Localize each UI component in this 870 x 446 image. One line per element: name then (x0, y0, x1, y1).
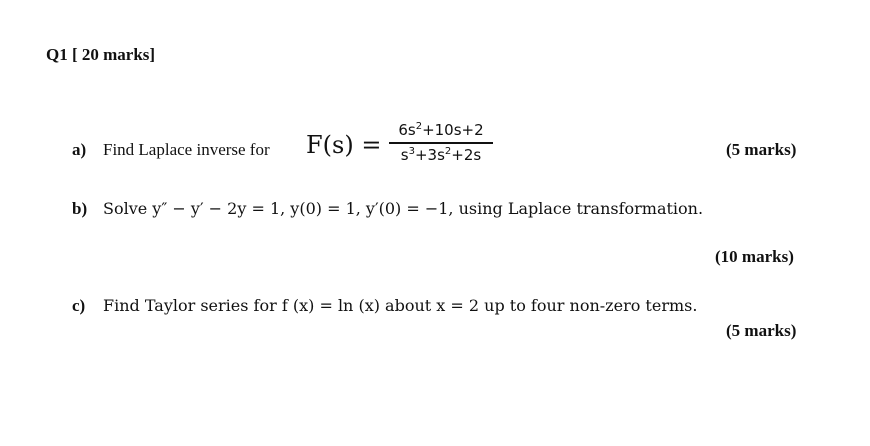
fraction-numerator: $6s^2+10s+2$ (398, 121, 484, 139)
question-c-marks: (5 marks) (726, 321, 797, 340)
question-heading: Q1 [ 20 marks] (46, 45, 156, 64)
question-c-label: c) (72, 296, 86, 315)
question-a-text: Find Laplace inverse for (103, 140, 270, 159)
question-a-fraction (389, 121, 493, 164)
question-b-label: b) (72, 199, 88, 218)
question-a-function: F(s) = (306, 131, 382, 159)
question-a-marks: (5 marks) (726, 140, 797, 159)
question-b-marks: (10 marks) (715, 247, 794, 266)
fraction-denominator: $s^3+3s^2+2s$ (400, 145, 482, 164)
question-b-text: Solve y″ − y′ − 2y = 1, y(0) = 1, y′(0) = −1, using Laplace transformation. (103, 199, 704, 218)
question-c-text: Find Taylor series for f (x) = ln (x) about x = 2 up to four non-zero terms. (103, 296, 698, 315)
question-a-label: a) (72, 140, 87, 159)
